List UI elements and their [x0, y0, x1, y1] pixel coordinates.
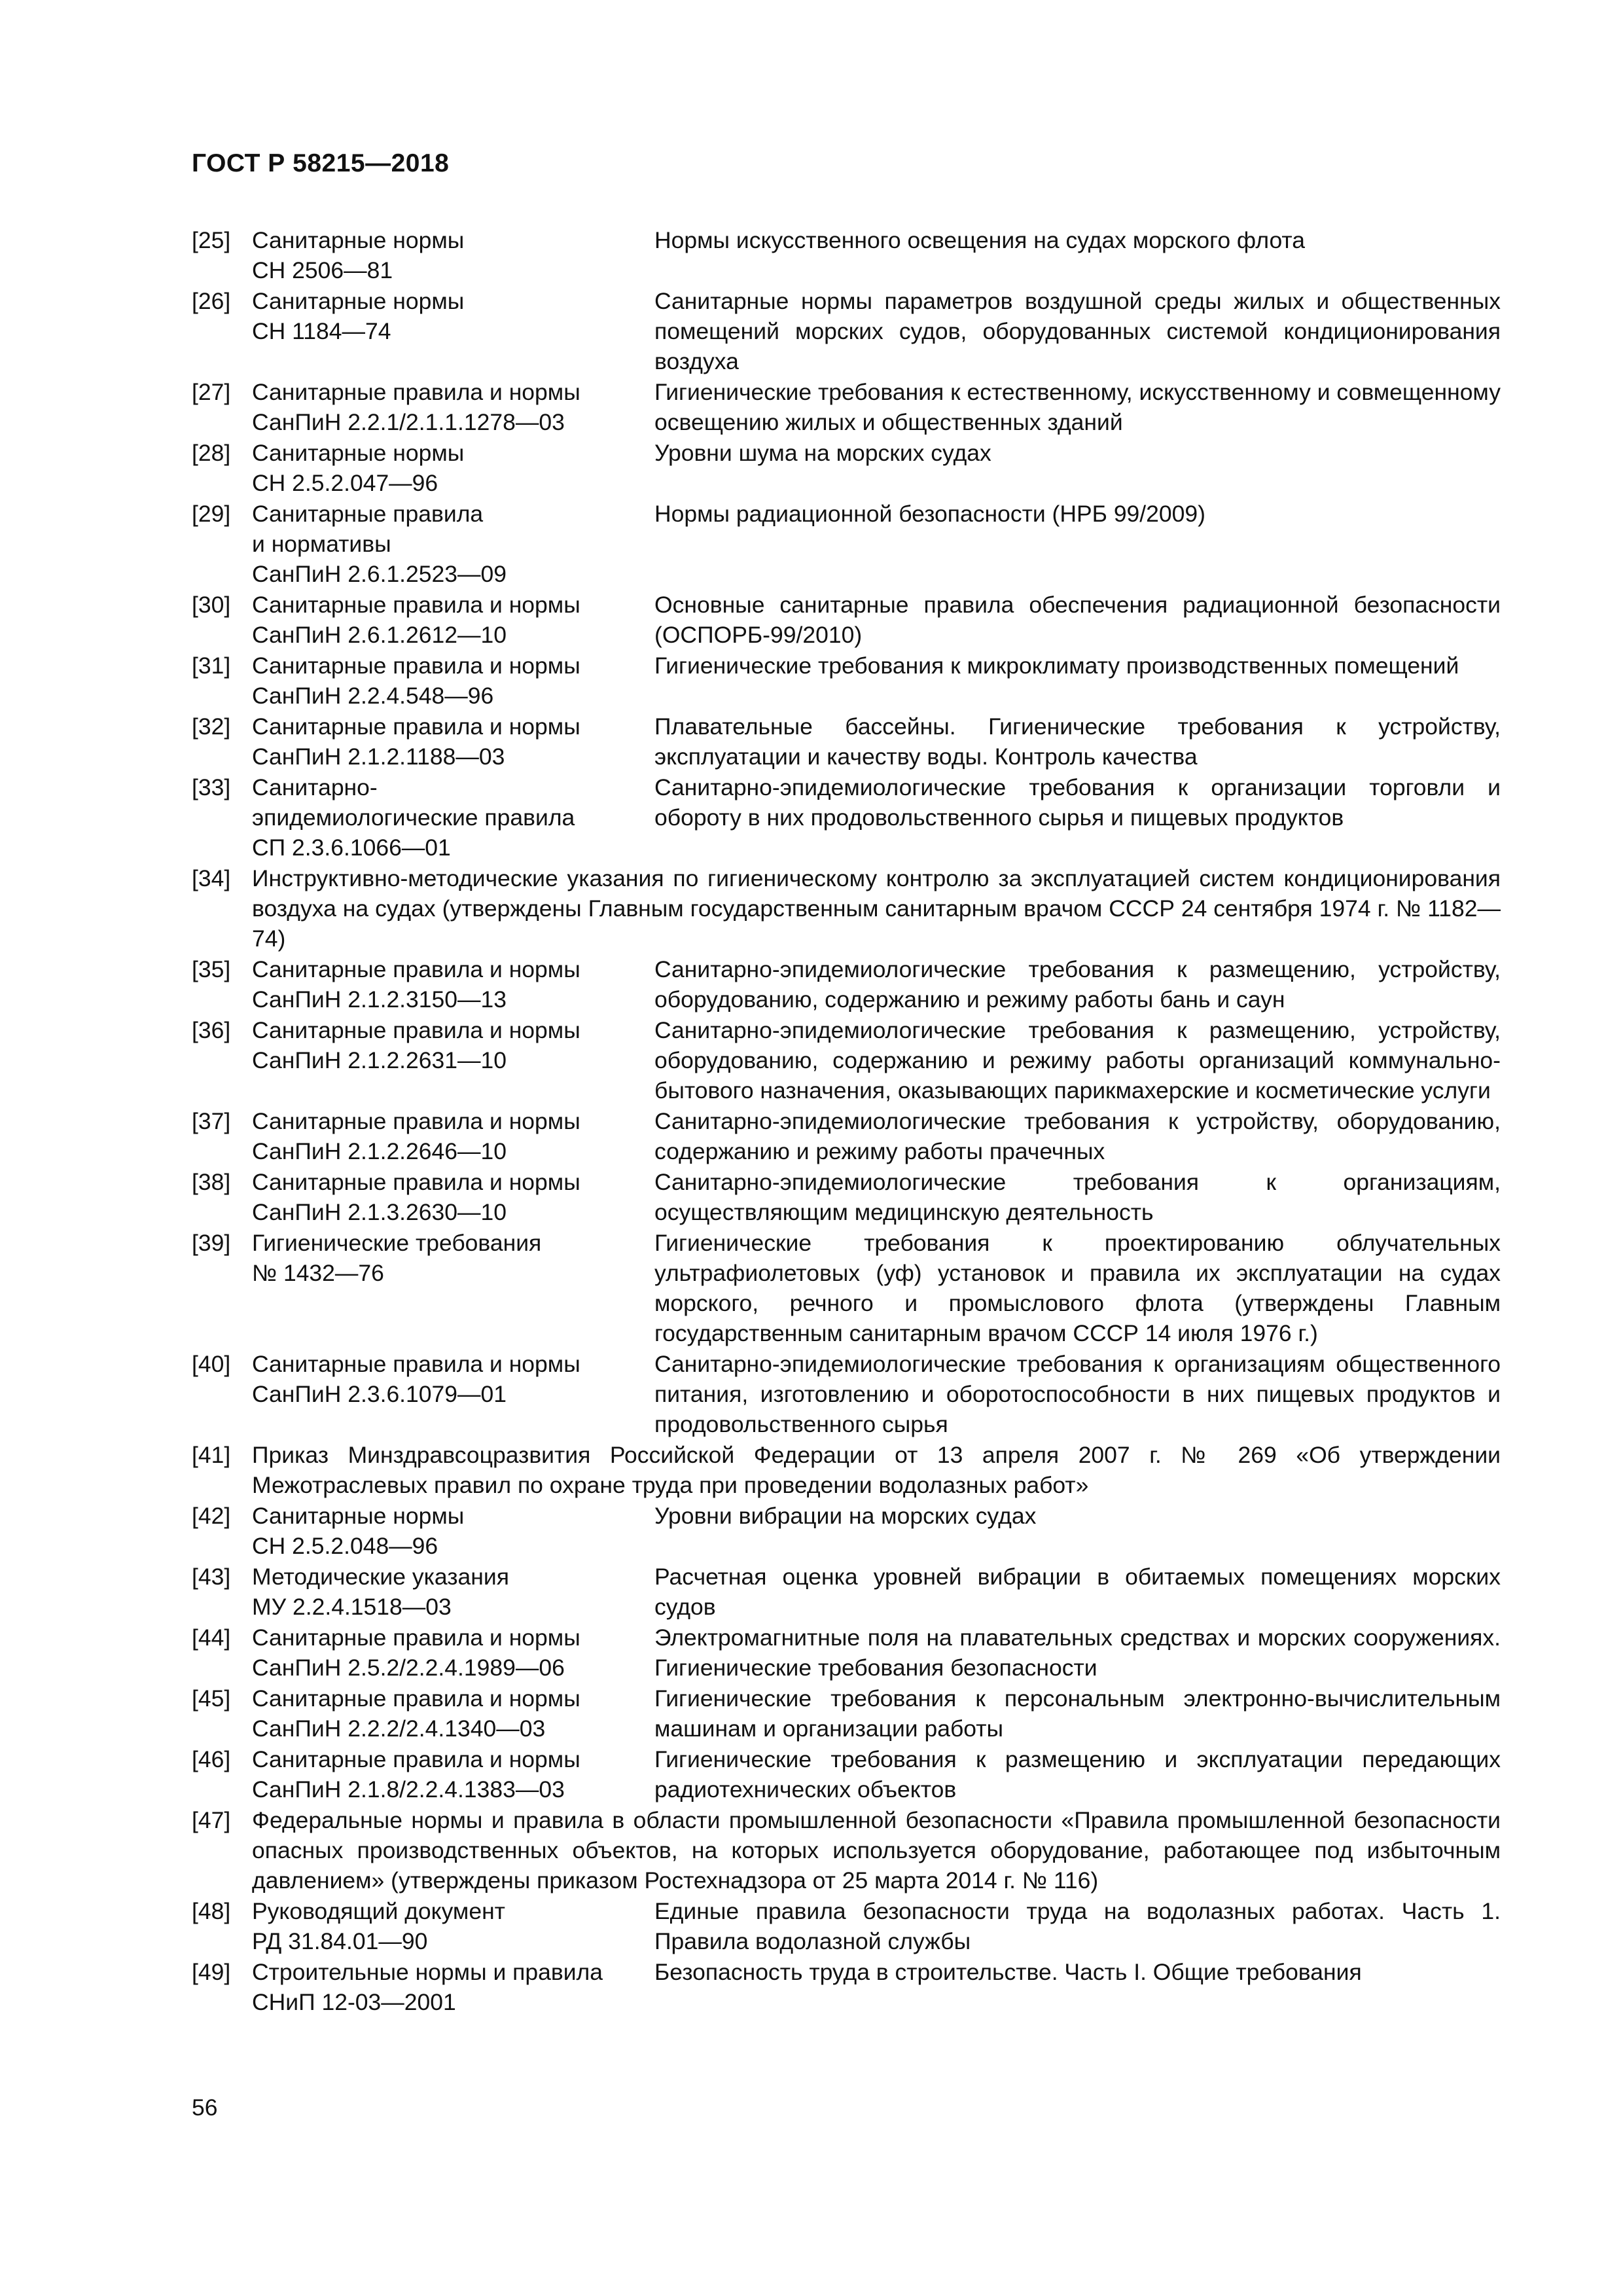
reference-entry — [192, 1015, 1501, 1105]
reference-title: Санитарно-эпидемиологические требования к организации торговли и обороту в них продовольственного сырья и пищевых продуктов — [654, 774, 1501, 831]
reference-row — [252, 499, 1501, 589]
reference-row — [252, 1228, 1501, 1348]
reference-entry — [192, 1623, 1501, 1683]
reference-number: [47] — [192, 1807, 231, 1833]
reference-title: Гигиенические требования к персональным электронно-вычислительным машинам и организации работы — [654, 1685, 1501, 1742]
document-header: ГОСТ Р 58215—2018 — [192, 149, 450, 177]
reference-number: [28] — [192, 440, 231, 466]
reference-row — [252, 1623, 1501, 1683]
reference-number: [36] — [192, 1017, 231, 1043]
reference-title: Гигиенические требования к естественному, искусственному и совмещенному освещению жилых и общественных зданий — [654, 379, 1501, 435]
reference-document: Руководящий документ РД 31.84.01—90 — [252, 1898, 505, 1954]
reference-document: Санитарные правила и нормы СанПиН 2.1.2.2631—10 — [252, 1017, 580, 1073]
reference-number: [32] — [192, 713, 231, 740]
reference-row — [252, 711, 1501, 772]
reference-document: Строительные нормы и правила СНиП 12-03—2001 — [252, 1959, 603, 2015]
reference-entry — [192, 651, 1501, 711]
reference-row — [252, 1167, 1501, 1227]
reference-title: Плавательные бассейны. Гигиенические требования к устройству, эксплуатации и качеству воды. Контроль качества — [654, 713, 1501, 770]
reference-text: Приказ Минздравсоцразвития Российской Федерации от 13 апреля 2007 г. № 269 «Об утверждении Межотраслевых правил по охране труда при проведении водолазных работ» — [252, 1442, 1501, 1498]
reference-entry — [192, 1896, 1501, 1956]
reference-document: Санитарные правила и нормативы СанПиН 2.6.1.2523—09 — [252, 501, 507, 587]
reference-number: [29] — [192, 501, 231, 527]
reference-row — [252, 1957, 1501, 2017]
reference-row — [252, 1501, 1501, 1561]
reference-number: [48] — [192, 1898, 231, 1924]
reference-row — [252, 1349, 1501, 1439]
reference-number: [40] — [192, 1351, 231, 1377]
reference-title: Электромагнитные поля на плавательных средствах и морских сооружениях. Гигиенические требования безопасности — [654, 1624, 1501, 1681]
reference-title: Гигиенические требования к проектированию облучательных ультрафиолетовых (уф) установок и правила их эксплуатации на судах морского, речного и промыслового флота (утверждены Главным государственным санитарным врачом СССР 14 июля 1976 г.) — [654, 1230, 1501, 1346]
reference-title: Единые правила безопасности труда на водолазных работах. Часть 1. Правила водолазной службы — [654, 1898, 1501, 1954]
reference-title: Основные санитарные правила обеспечения радиационной безопасности (ОСПОРБ-99/2010) — [654, 592, 1501, 648]
reference-row — [252, 651, 1501, 711]
reference-entry — [192, 1349, 1501, 1439]
reference-row — [252, 590, 1501, 650]
reference-document: Санитарные правила и нормы СанПиН 2.2.1/2.1.1.1278—03 — [252, 379, 580, 435]
reference-entry — [192, 1440, 1501, 1500]
reference-entry — [192, 1562, 1501, 1622]
reference-document: Санитарные правила и нормы СанПиН 2.1.8/2.2.4.1383—03 — [252, 1746, 580, 1803]
reference-entry — [192, 1501, 1501, 1561]
reference-entry — [192, 590, 1501, 650]
reference-row — [252, 1896, 1501, 1956]
reference-document: Санитарно- эпидемиологические правила СП 2.3.6.1066—01 — [252, 774, 575, 861]
reference-row — [252, 1683, 1501, 1744]
reference-entry — [192, 1957, 1501, 2017]
reference-entry — [192, 1167, 1501, 1227]
reference-number: [34] — [192, 865, 231, 891]
reference-number: [31] — [192, 653, 231, 679]
reference-text: Федеральные нормы и правила в области промышленной безопасности «Правила промышленной безопасности опасных производственных объектов, на которых используется оборудование, работающее под избыточным давлением» (утверждены приказом Ростехнадзора от 25 марта 2014 г. № 116) — [252, 1807, 1501, 1893]
reference-title: Нормы искусственного освещения на судах морского флота — [654, 227, 1306, 253]
reference-row — [252, 1744, 1501, 1804]
reference-document: Гигиенические требования № 1432—76 — [252, 1230, 542, 1286]
reference-document: Санитарные правила и нормы СанПиН 2.5.2/2.2.4.1989—06 — [252, 1624, 580, 1681]
reference-number: [42] — [192, 1503, 231, 1529]
reference-title: Нормы радиационной безопасности (НРБ 99/2009) — [654, 501, 1205, 527]
reference-title: Гигиенические требования к размещению и эксплуатации передающих радиотехнических объектов — [654, 1746, 1501, 1803]
reference-entry — [192, 863, 1501, 954]
reference-title: Гигиенические требования к микроклимату производственных помещений — [654, 653, 1459, 679]
reference-entry — [192, 286, 1501, 376]
reference-number: [37] — [192, 1108, 231, 1134]
reference-entry — [192, 772, 1501, 863]
reference-entry — [192, 1106, 1501, 1166]
reference-row — [252, 438, 1501, 498]
reference-title: Санитарно-эпидемиологические требования к организациям общественного питания, изготовлению и оборотоспособности в них пищевых продуктов и продовольственного сырья — [654, 1351, 1501, 1437]
reference-row — [252, 1106, 1501, 1166]
reference-entry — [192, 1683, 1501, 1744]
reference-number: [43] — [192, 1564, 231, 1590]
reference-title: Санитарно-эпидемиологические требования к организациям, осуществляющим медицинскую деятельность — [654, 1169, 1501, 1225]
reference-title: Санитарные нормы параметров воздушной среды жилых и общественных помещений морских судов, оборудованных системой кондиционирования воздуха — [654, 288, 1501, 374]
reference-row — [252, 377, 1501, 437]
reference-row — [252, 1562, 1501, 1622]
reference-document: Санитарные нормы СН 2.5.2.047—96 — [252, 440, 465, 496]
reference-number: [30] — [192, 592, 231, 618]
reference-entry — [192, 377, 1501, 437]
reference-entry — [192, 954, 1501, 1014]
reference-entry — [192, 1805, 1501, 1895]
reference-document: Санитарные правила и нормы СанПиН 2.3.6.1079—01 — [252, 1351, 580, 1407]
reference-number: [33] — [192, 774, 231, 800]
reference-row — [252, 772, 1501, 863]
reference-number: [27] — [192, 379, 231, 405]
reference-number: [25] — [192, 227, 231, 253]
reference-title: Уровни вибрации на морских судах — [654, 1503, 1037, 1529]
reference-document: Санитарные правила и нормы СанПиН 2.6.1.2612—10 — [252, 592, 580, 648]
reference-row — [252, 286, 1501, 376]
reference-row — [252, 1015, 1501, 1105]
reference-document: Санитарные нормы СН 2506—81 — [252, 227, 465, 283]
reference-number: [35] — [192, 956, 231, 982]
reference-document: Санитарные нормы СН 2.5.2.048—96 — [252, 1503, 465, 1559]
reference-title: Расчетная оценка уровней вибрации в обитаемых помещениях морских судов — [654, 1564, 1501, 1620]
reference-text: Инструктивно-методические указания по гигиеническому контролю за эксплуатацией систем кондиционирования воздуха на судах (утверждены Главным государственным санитарным врачом СССР 24 сентября 1974 г. № 1182—74) — [252, 865, 1501, 952]
reference-document: Санитарные нормы СН 1184—74 — [252, 288, 465, 344]
reference-document: Санитарные правила и нормы СанПиН 2.1.2.1188—03 — [252, 713, 580, 770]
reference-number: [44] — [192, 1624, 231, 1651]
references-list — [192, 225, 1501, 2018]
reference-title: Уровни шума на морских судах — [654, 440, 991, 466]
reference-title: Безопасность труда в строительстве. Часть I. Общие требования — [654, 1959, 1362, 1985]
reference-row — [252, 954, 1501, 1014]
reference-number: [26] — [192, 288, 231, 314]
reference-number: [39] — [192, 1230, 231, 1256]
reference-entry — [192, 1744, 1501, 1804]
reference-document: Санитарные правила и нормы СанПиН 2.1.2.2646—10 — [252, 1108, 580, 1164]
reference-number: [41] — [192, 1442, 231, 1468]
reference-title: Санитарно-эпидемиологические требования к размещению, устройству, оборудованию, содержанию и режиму работы бань и саун — [654, 956, 1501, 1013]
reference-number: [38] — [192, 1169, 231, 1195]
reference-document: Методические указания МУ 2.2.4.1518—03 — [252, 1564, 509, 1620]
page-number: 56 — [192, 2094, 218, 2121]
reference-document: Санитарные правила и нормы СанПиН 2.1.2.3150—13 — [252, 956, 580, 1013]
reference-title: Санитарно-эпидемиологические требования к устройству, оборудованию, содержанию и режиму работы прачечных — [654, 1108, 1501, 1164]
reference-document: Санитарные правила и нормы СанПиН 2.2.2/2.4.1340—03 — [252, 1685, 580, 1742]
reference-entry — [192, 1228, 1501, 1348]
reference-document: Санитарные правила и нормы СанПиН 2.1.3.2630—10 — [252, 1169, 580, 1225]
reference-row — [252, 225, 1501, 285]
reference-number: [49] — [192, 1959, 231, 1985]
reference-number: [46] — [192, 1746, 231, 1772]
reference-document: Санитарные правила и нормы СанПиН 2.2.4.548—96 — [252, 653, 580, 709]
reference-entry — [192, 438, 1501, 498]
reference-entry — [192, 711, 1501, 772]
reference-entry — [192, 499, 1501, 589]
reference-entry — [192, 225, 1501, 285]
reference-number: [45] — [192, 1685, 231, 1712]
reference-title: Санитарно-эпидемиологические требования к размещению, устройству, оборудованию, содержанию и режиму работы организаций коммунально-бытового назначения, оказывающих парикмахерские и косметические услуги — [654, 1017, 1501, 1103]
